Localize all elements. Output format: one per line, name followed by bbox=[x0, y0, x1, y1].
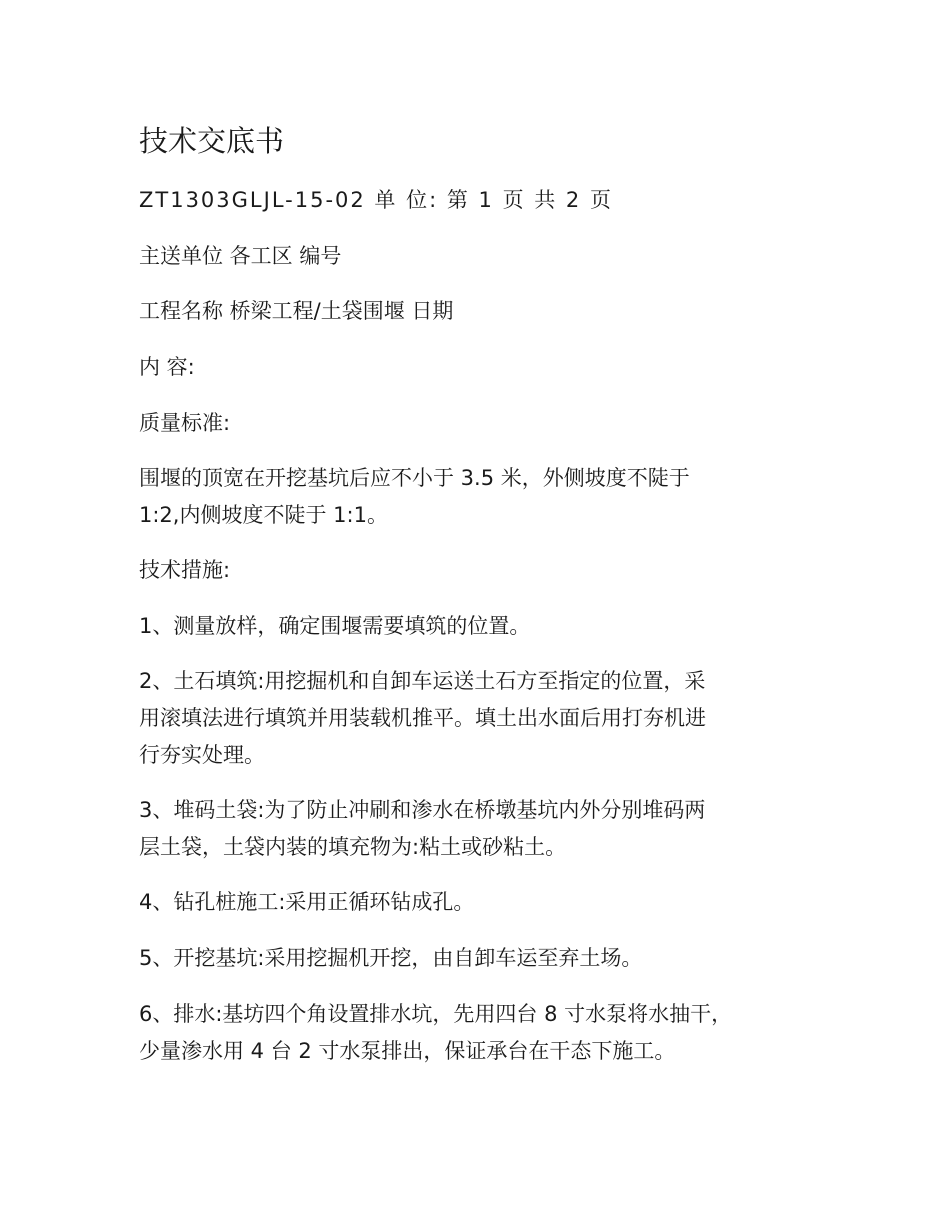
sender-line: 主送单位 各工区 编号 bbox=[139, 244, 342, 268]
quality-paragraph bbox=[139, 460, 819, 534]
doc-number-line: ZT1303GLJL-15-02 单 位: 第 1 页 共 2 页 bbox=[139, 188, 613, 212]
paragraph-line: 5、开挖基坑:采用挖掘机开挖，由自卸车运至弃土场。 bbox=[139, 946, 643, 970]
paragraph-line: 2、土石填筑:用挖掘机和自卸车运送土石方至指定的位置，采 bbox=[139, 669, 706, 693]
content-label: 内 容: bbox=[139, 355, 195, 379]
measure-item-6 bbox=[139, 996, 819, 1070]
quality-label: 质量标准: bbox=[139, 411, 231, 435]
paragraph-line: 行夯实处理。 bbox=[139, 743, 265, 767]
measure-item-3 bbox=[139, 792, 819, 866]
measures-label: 技术措施: bbox=[139, 558, 231, 582]
measure-item-5 bbox=[139, 940, 819, 977]
measure-item-1 bbox=[139, 608, 819, 645]
measure-item-2 bbox=[139, 663, 819, 774]
measure-item-4 bbox=[139, 884, 819, 921]
paragraph-line: 1、测量放样，确定围堰需要填筑的位置。 bbox=[139, 614, 531, 638]
paragraph-line: 围堰的顶宽在开挖基坑后应不小于 3.5 米，外侧坡度不陡于 bbox=[139, 466, 690, 490]
paragraph-line: 层土袋，土袋内装的填充物为:粘土或砂粘土。 bbox=[139, 835, 567, 859]
paragraph-line: 用滚填法进行填筑并用装载机推平。填土出水面后用打夯机进 bbox=[139, 706, 706, 730]
paragraph-line: 4、钻孔桩施工:采用正循环钻成孔。 bbox=[139, 890, 475, 914]
paragraph-line: 少量渗水用 4 台 2 寸水泵排出，保证承台在干态下施工。 bbox=[139, 1039, 676, 1063]
project-line: 工程名称 桥梁工程/土袋围堰 日期 bbox=[139, 299, 454, 323]
paragraph-line: 6、排水:基坊四个角设置排水坑，先用四台 8 寸水泵将水抽干， bbox=[139, 1002, 733, 1026]
paragraph-line: 3、堆码土袋:为了防止冲刷和渗水在桥墩基坑内外分别堆码两 bbox=[139, 798, 706, 822]
document-title: 技术交底书 bbox=[139, 124, 285, 158]
paragraph-line: 1:2,内侧坡度不陡于 1:1。 bbox=[139, 503, 388, 527]
